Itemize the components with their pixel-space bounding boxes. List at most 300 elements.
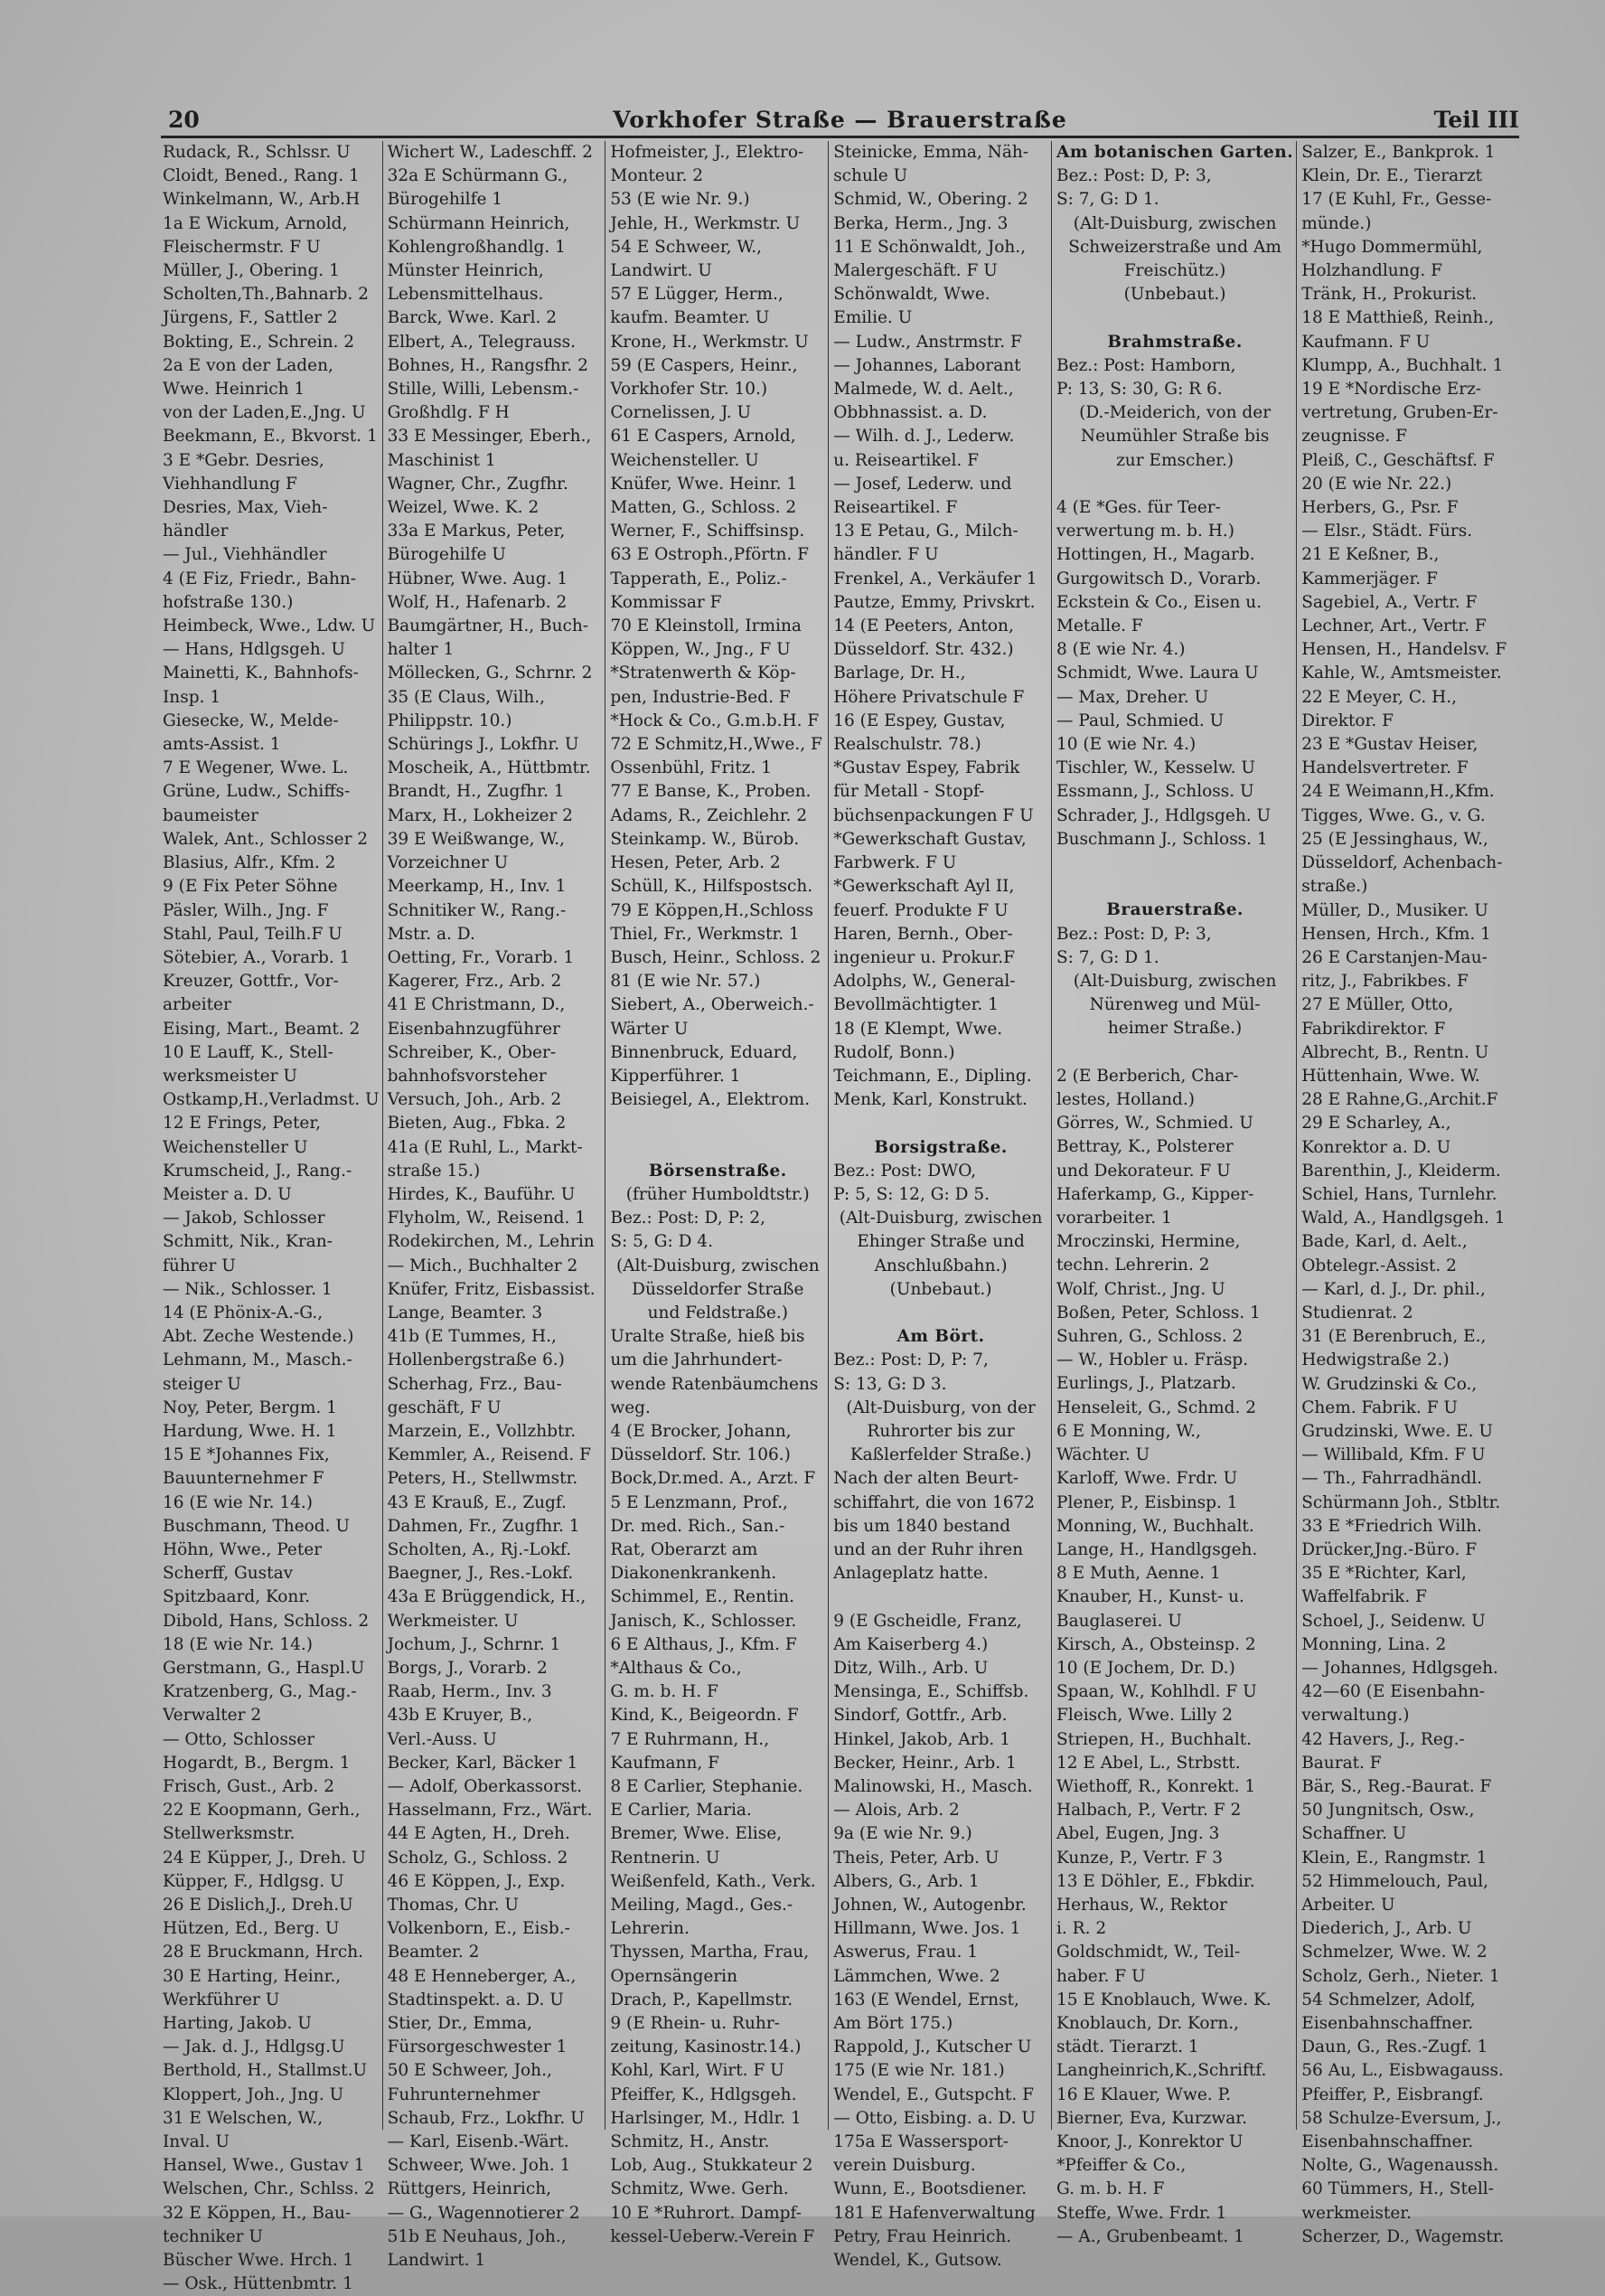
directory-entry: 19 E *Nordische Erz- (1301, 380, 1482, 400)
directory-entry: Halbach, P., Vertr. F 2 (1056, 1801, 1242, 1821)
directory-entry: Handelsvertreter. F (1301, 758, 1469, 778)
page-title: Vorkhofer Straße — Brauerstraße (613, 107, 1067, 133)
directory-entry: Tigges, Wwe. G., v. G. (1301, 805, 1486, 825)
directory-entry: Hensen, H., Handelsv. F (1301, 640, 1507, 660)
directory-entry: werksmeister U (163, 1066, 297, 1086)
directory-entry: Realschulstr. 78.) (833, 735, 981, 755)
directory-entry: 8 E Carlier, Stephanie. (610, 1776, 803, 1796)
directory-entry: schiffahrt, die von 1672 (833, 1492, 1036, 1512)
directory-entry: geschäft, F U (387, 1397, 502, 1417)
directory-entry: Hofmeister, J., Elektro- (610, 143, 804, 162)
directory-entry: Klumpp, A., Buchhalt. 1 (1301, 355, 1504, 375)
street-heading: Brahmstraße. (1107, 332, 1243, 352)
directory-entry: Hinkel, Jakob, Arb. 1 (833, 1729, 1010, 1749)
directory-entry: Wiethoff, R., Konrekt. 1 (1056, 1776, 1256, 1796)
directory-entry: 57 E Lügger, Herm., (610, 285, 784, 305)
directory-entry: Aswerus, Frau. 1 (833, 1943, 978, 1962)
directory-entry: Heimbeck, Wwe., Ldw. U (163, 616, 376, 636)
directory-entry: Jehle, H., Werkmstr. U (610, 213, 801, 233)
directory-entry: Wald, A., Handlgsgeh. 1 (1301, 1209, 1506, 1228)
directory-entry: Hüttenhain, Wwe. W. (1301, 1066, 1480, 1086)
directory-entry: Vorkhofer Str. 10.) (610, 380, 768, 400)
directory-entry: S: 5, G: D 4. (610, 1232, 713, 1252)
directory-entry: Verl.-Auss. U (387, 1729, 497, 1749)
directory-entry: Mensinga, E., Schiffsb. (833, 1682, 1029, 1702)
directory-entry: Möllecken, G., Schrnr. 2 (387, 663, 593, 683)
directory-entry: händler. F U (833, 545, 939, 565)
directory-entry: Scherzer, D., Wagemstr. (1301, 2226, 1505, 2246)
directory-column-5 (1051, 141, 1296, 2246)
directory-entry: Bürogehilfe U (387, 545, 506, 565)
directory-entry: Scholten,Th.,Bahnarb. 2 (163, 285, 369, 305)
directory-entry: Wagner, Chr., Zugfhr. (387, 474, 568, 494)
directory-entry: Grudzinski, Wwe. E. U (1301, 1421, 1493, 1441)
directory-entry: Jürgens, F., Sattler 2 (163, 308, 338, 328)
directory-entry: — G., Wagennotierer 2 (387, 2203, 580, 2223)
directory-entry: Knüfer, Fritz, Eisbassist. (387, 1279, 596, 1299)
directory-entry: Bürogehilfe 1 (387, 190, 503, 210)
directory-entry: Winkelmann, W., Arb.H (163, 190, 361, 210)
directory-entry: Schönwaldt, Wwe. (833, 285, 990, 305)
directory-entry: 46 E Köppen, J., Exp. (387, 1871, 566, 1891)
directory-entry: 2 (E Berberich, Char- (1056, 1066, 1239, 1086)
directory-entry: — Adolf, Oberkassorst. (387, 1777, 582, 1797)
directory-entry: Scholz, Gerh., Nieter. 1 (1301, 1966, 1500, 1986)
directory-entry: Pleiß, C., Geschäftsf. F (1301, 450, 1495, 470)
directory-entry: Bez.: Post: D, P: 7, (833, 1350, 989, 1370)
directory-entry: — Paul, Schmied. U (1056, 710, 1225, 730)
directory-entry: 7 E Wegener, Wwe. L. (163, 758, 349, 778)
directory-entry: — W., Hobler u. Fräsp. (1056, 1350, 1249, 1370)
directory-entry: u. Reiseartikel. F (833, 450, 979, 470)
directory-entry: Suhren, G., Schloss. 2 (1056, 1327, 1244, 1347)
directory-entry: — Jak. d. J., Hdlgsg.U (163, 2037, 345, 2057)
directory-entry: 175 (E wie Nr. 181.) (833, 2061, 1005, 2081)
directory-entry: Päsler, Wilh., Jng. F (163, 900, 329, 920)
directory-entry: steiger U (163, 1374, 241, 1394)
directory-entry: 33 E Messinger, Eberh., (387, 427, 592, 447)
directory-entry: Weichensteller. U (610, 450, 759, 470)
directory-entry: Teichmann, E., Dipling. (833, 1066, 1032, 1086)
directory-entry: hofstraße 130.) (163, 592, 294, 612)
directory-entry: 59 (E Caspers, Heinr., (610, 355, 798, 375)
directory-entry: straße 15.) (387, 1161, 481, 1181)
directory-entry: 17 (E Kuhl, Fr., Gesse- (1301, 190, 1492, 210)
directory-entry: straße.) (1301, 877, 1368, 897)
directory-entry: Oetting, Fr., Vorarb. 1 (387, 947, 575, 967)
directory-entry: G. m. b. H. F (1056, 2179, 1165, 2199)
directory-entry: — Johannes, Hdlgsgeh. (1301, 1659, 1498, 1678)
directory-entry: Steinkamp. W., Bürob. (610, 829, 800, 849)
directory-entry: Schaffner. U (1301, 1824, 1407, 1844)
directory-entry: 28 E Bruckmann, Hrch. (163, 1943, 364, 1962)
directory-entry: Barck, Wwe. Karl. 2 (387, 308, 558, 328)
directory-entry: Versuch, Joh., Arb. 2 (387, 1090, 562, 1110)
directory-entry: Meerkamp, H., Inv. 1 (387, 877, 567, 897)
directory-entry: und an der Ruhr ihren (833, 1539, 1024, 1559)
directory-entry: 163 (E Wendel, Ernst, (833, 1990, 1019, 2009)
directory-entry: Kahle, W., Amtsmeister. (1301, 663, 1502, 683)
directory-entry: Elbert, A., Telegrauss. (387, 332, 577, 352)
directory-entry: Bez.: Post: D, P: 3, (1056, 924, 1212, 944)
directory-column-1 (161, 141, 382, 2294)
directory-entry: Bez.: Post: DWO, (833, 1161, 977, 1181)
directory-entry: Schiel, Hans, Turnlehr. (1301, 1184, 1497, 1204)
directory-entry: 7 E Ruhrmann, H., (610, 1729, 770, 1749)
directory-entry: Schnitiker W., Rang.- (387, 900, 567, 920)
directory-entry: Stellwerksmstr. (163, 1824, 296, 1844)
directory-entry: Beamter. 2 (387, 1943, 480, 1962)
directory-entry: Münster Heinrich, (387, 261, 544, 281)
directory-entry: 10 E Lauff, K., Stell- (163, 1042, 333, 1062)
directory-column-6 (1296, 141, 1519, 2246)
directory-entry: P: 5, S: 12, G: D 5. (833, 1184, 990, 1204)
directory-entry: 63 E Ostroph.,Pförtn. F (610, 545, 809, 565)
directory-entry: Schürmann Heinrich, (387, 213, 570, 233)
spacer (1056, 1041, 1293, 1065)
directory-entry: Lob, Aug., Stukkateur 2 (610, 2156, 813, 2176)
directory-entry: Rappold, J., Kutscher U (833, 2037, 1032, 2057)
directory-entry: Siebert, A., Oberweich.- (610, 995, 814, 1015)
directory-entry: Nürenweg und Mül- (1089, 995, 1261, 1015)
directory-entry: Desries, Max, Vieh- (163, 498, 328, 518)
directory-entry: 31 E Welschen, W., (163, 2108, 324, 2128)
street-heading: Börsenstraße. (648, 1161, 787, 1181)
directory-entry: Herhaus, W., Rektor (1056, 1895, 1227, 1915)
directory-entry: 9 (E Fix Peter Söhne (163, 877, 338, 897)
directory-entry: Mstr. a. D. (387, 924, 475, 944)
directory-entry: Klein, Dr. E., Tierarzt (1301, 166, 1483, 186)
directory-entry: 24 E Küpper, J., Dreh. U (163, 1848, 366, 1868)
directory-entry: Großhdlg. F H (387, 403, 510, 423)
directory-entry: 16 (E Espey, Gustav, (833, 710, 1006, 730)
directory-entry: Reiseartikel. F (833, 498, 958, 518)
page-number: 20 (168, 107, 200, 133)
directory-column-4 (828, 141, 1051, 2271)
directory-entry: 10 (E Jochem, Dr. D.) (1056, 1658, 1235, 1678)
directory-entry: (Alt-Duisburg, zwischen (839, 1209, 1043, 1228)
directory-entry: Höhere Privatschule F (833, 687, 1025, 707)
directory-entry: Kaufmann. F U (1301, 332, 1431, 352)
directory-entry: Rüttgers, Heinrich, (387, 2179, 551, 2199)
directory-entry: Dahmen, Fr., Zugfhr. 1 (387, 1516, 580, 1536)
directory-entry: Monning, W., Buchhalt. (1056, 1516, 1254, 1536)
directory-entry: Schaub, Frz., Lokfhr. U (387, 2108, 585, 2128)
directory-entry: Spitzbaard, Konr. (163, 1587, 311, 1607)
directory-entry: Hesen, Peter, Arb. 2 (610, 853, 781, 873)
directory-entry: Schmid, W., Obering. 2 (833, 190, 1028, 210)
directory-entry: Henseleit, G., Schmd. 2 (1056, 1397, 1257, 1417)
directory-entry: Studienrat. 2 (1301, 1303, 1413, 1322)
directory-entry: Binnenbruck, Eduard, (610, 1042, 798, 1062)
directory-entry: Monteur. 2 (610, 166, 704, 186)
directory-entry: Fleisch, Wwe. Lilly 2 (1056, 1706, 1233, 1726)
directory-entry: Beisiegel, A., Elektrom. (610, 1090, 811, 1110)
directory-entry: Kunze, P., Vertr. F 3 (1056, 1848, 1223, 1868)
directory-entry: Rudolf, Bonn.) (833, 1042, 955, 1062)
directory-entry: Lämmchen, Wwe. 2 (833, 1966, 1000, 1986)
directory-entry: 56 Au, L., Eisbwagauss. (1301, 2061, 1504, 2081)
directory-entry: *Hugo Dommermühl, (1301, 237, 1483, 257)
directory-entry: Thiel, Fr., Werkmstr. 1 (610, 924, 800, 944)
directory-entry: Monning, Lina. 2 (1301, 1634, 1447, 1654)
directory-entry: techn. Lehrerin. 2 (1056, 1256, 1210, 1275)
directory-entry: Kagerer, Frz., Arb. 2 (387, 972, 562, 992)
directory-entry: Wolf, Christ., Jng. U (1056, 1279, 1225, 1299)
directory-entry: feuerf. Produkte F U (833, 900, 1009, 920)
directory-entry: Thyssen, Martha, Frau, (610, 1943, 810, 1962)
directory-entry: Knüfer, Wwe. Heinr. 1 (610, 474, 798, 494)
directory-entry: Büscher Wwe. Hrch. 1 (163, 2251, 354, 2271)
directory-entry: 58 Schulze-Eversum, J., (1301, 2108, 1502, 2128)
directory-entry: heimer Straße.) (1107, 1019, 1243, 1039)
directory-entry: Obtelegr.-Assist. 2 (1301, 1256, 1457, 1275)
directory-entry: Schmelzer, Wwe. W. 2 (1301, 1943, 1488, 1962)
directory-entry: händler (163, 522, 229, 541)
directory-entry: Lange, H., Handlgsgeh. (1056, 1539, 1258, 1559)
street-heading: Borsigstraße. (874, 1137, 1008, 1157)
directory-entry: Düsseldorf. Str. 106.) (610, 1445, 791, 1465)
directory-entry: Uralte Straße, hieß bis (610, 1327, 805, 1347)
directory-entry: 81 (E wie Nr. 57.) (610, 972, 761, 992)
directory-entry: vertretung, Gruben-Er- (1301, 403, 1498, 423)
directory-entry: Adams, R., Zeichlehr. 2 (610, 805, 808, 825)
directory-entry: Karloff, Wwe. Frdr. U (1056, 1469, 1238, 1489)
directory-entry: Bock,Dr.med. A., Arzt. F (610, 1469, 816, 1489)
directory-entry: — Otto, Schlosser (163, 1729, 315, 1749)
directory-entry: Matten, G., Schloss. 2 (610, 498, 797, 518)
directory-entry: Raab, Herm., Inv. 3 (387, 1682, 552, 1702)
directory-entry: — Willibald, Kfm. F U (1301, 1445, 1486, 1465)
directory-entry: (Unbebaut.) (1123, 285, 1226, 305)
directory-entry: 18 E Matthieß, Reinh., (1301, 308, 1495, 328)
directory-entry: Kammerjäger. F (1301, 569, 1438, 588)
directory-entry: — A., Grubenbeamt. 1 (1056, 2226, 1244, 2246)
directory-entry: Buschmann, Theod. U (163, 1516, 350, 1536)
directory-column-3 (605, 141, 828, 2246)
directory-entry: Giesecke, W., Melde- (163, 710, 339, 730)
directory-entry: Noy, Peter, Bergm. 1 (163, 1397, 337, 1417)
directory-entry: Pautze, Emmy, Privskrt. (833, 592, 1036, 612)
directory-entry: Tränk, H., Prokurist. (1301, 285, 1478, 305)
directory-entry: Stille, Willi, Lebensm.- (387, 380, 579, 400)
street-heading: Am botanischen Garten. (1056, 143, 1294, 162)
spacer (1056, 875, 1293, 899)
directory-entry: 20 (E wie Nr. 22.) (1301, 474, 1452, 494)
street-heading: Am Bört. (896, 1327, 985, 1347)
directory-entry: Knoor, J., Konrektor U (1056, 2131, 1244, 2151)
directory-entry: Arbeiter. U (1301, 1896, 1395, 1915)
directory-entry: *Pfeiffer & Co., (1056, 2156, 1187, 2176)
directory-entry: 29 E Scharley, A., (1301, 1114, 1451, 1134)
directory-entry: Berthold, H., Stallmst.U (163, 2061, 368, 2081)
spacer (1056, 306, 1293, 330)
directory-entry: 12 E Abel, L., Strbstt. (1056, 1753, 1241, 1773)
directory-entry: 3 E *Gebr. Desries, (163, 450, 324, 470)
directory-entry: Waffelfabrik. F (1301, 1587, 1427, 1607)
directory-entry: 43a E Brüggendick, H., (387, 1587, 587, 1607)
directory-entry: Schürmann Joh., Stbltr. (1301, 1492, 1501, 1512)
directory-entry: Moscheik, A., Hüttbmtr. (387, 758, 591, 778)
directory-entry: Schweizerstraße und Am (1068, 237, 1281, 257)
directory-entry: 9 (E Gscheidle, Franz, (833, 1611, 1022, 1631)
directory-entry: Tapperath, E., Poliz.- (610, 569, 787, 588)
directory-entry: Wolf, H., Hafenarb. 2 (387, 592, 568, 612)
directory-entry: Volkenborn, E., Eisb.- (387, 1919, 570, 1939)
directory-entry: 12 E Frings, Peter, (163, 1114, 322, 1134)
directory-entry: Johnen, W., Autogenbr. (833, 1895, 1027, 1915)
directory-entry: 4 (E Fiz, Friedr., Bahn- (163, 569, 357, 588)
directory-entry: Steffe, Wwe. Frdr. 1 (1056, 2203, 1227, 2223)
directory-entry: Bokting, E., Schrein. 2 (163, 332, 355, 352)
directory-entry: 70 E Kleinstoll, Irmina (610, 616, 802, 636)
directory-entry: — Alois, Arb. 2 (833, 1801, 960, 1821)
directory-entry: Jochum, J., Schrnr. 1 (387, 1634, 561, 1654)
directory-entry: halter 1 (387, 640, 455, 660)
directory-entry: 25 (E Jessinghaus, W., (1301, 829, 1488, 849)
directory-entry: Barlage, Dr. H., (833, 663, 966, 683)
directory-entry: Malmede, W. d. Aelt., (833, 380, 1014, 400)
directory-entry: 28 E Rahne,G.,Archit.F (1301, 1090, 1498, 1110)
directory-entry: Hasselmann, Frz., Wärt. (387, 1801, 593, 1821)
directory-entry: und Feldstraße.) (647, 1303, 788, 1322)
directory-entry: Freischütz.) (1123, 261, 1226, 281)
directory-entry: techniker U (163, 2226, 263, 2246)
directory-entry: Werner, F., Schiffsinsp. (610, 522, 805, 541)
directory-entry: Düsseldorf, Achenbach- (1301, 853, 1503, 873)
directory-entry: Bär, S., Reg.-Baurat. F (1301, 1777, 1492, 1797)
directory-entry: 50 Jungnitsch, Osw., (1301, 1801, 1475, 1821)
directory-entry: Bez.: Post: D, P: 3, (1056, 166, 1212, 186)
page-part: Teil III (1433, 107, 1519, 133)
directory-entry: Wärter U (610, 1019, 689, 1039)
directory-entry: Fleischermstr. F U (163, 237, 321, 257)
directory-entry: Hansel, Wwe., Gustav 1 (163, 2156, 365, 2176)
directory-entry: Hottingen, H., Magarb. (1056, 545, 1255, 565)
directory-entry: Hübner, Wwe. Aug. 1 (387, 569, 568, 588)
directory-entry: Beekmann, E., Bkvorst. 1 (163, 427, 378, 447)
directory-entry: Kommissar F (610, 592, 722, 612)
directory-entry: ritz, J., Fabrikbes. F (1301, 972, 1469, 992)
directory-entry: (Alt-Duisburg, zwischen (615, 1256, 820, 1275)
directory-entry: 10 (E wie Nr. 4.) (1056, 735, 1197, 755)
directory-entry: — Mich., Buchhalter 2 (387, 1256, 578, 1275)
directory-entry: arbeiter (163, 995, 231, 1015)
directory-entry: 31 (E Berenbruch, E., (1301, 1327, 1487, 1347)
directory-columns (161, 141, 1519, 2294)
directory-entry: 32a E Schürmann G., (387, 166, 568, 186)
directory-entry: Daun, G., Res.-Zugf. 1 (1301, 2037, 1488, 2057)
directory-entry: (Alt-Duisburg, von der (846, 1397, 1036, 1417)
directory-entry: Schürings J., Lokfhr. U (387, 735, 579, 755)
directory-entry: münde.) (1301, 213, 1372, 233)
directory-entry: Scherff, Gustav (163, 1564, 294, 1584)
directory-entry: — Th., Fahrradhändl. (1301, 1469, 1483, 1489)
directory-entry: 10 E *Ruhrort. Dampf- (610, 2203, 802, 2223)
directory-entry: Viehhandlung F (163, 474, 297, 494)
directory-entry: Farbwerk. F U (833, 853, 957, 873)
directory-entry: Janisch, K., Schlosser. (610, 1611, 797, 1631)
directory-entry: — Josef, Lederw. und (833, 474, 1012, 494)
directory-entry: Hollenbergstraße 6.) (387, 1350, 565, 1370)
directory-entry: i. R. 2 (1056, 1919, 1107, 1939)
directory-entry: Rodekirchen, M., Lehrin (387, 1232, 595, 1252)
directory-entry: 13 E Döhler, E., Fbkdir. (1056, 1871, 1255, 1891)
directory-entry: Knauber, H., Kunst- u. (1056, 1587, 1244, 1607)
directory-entry: Scholten, A., Rj.-Lokf. (387, 1539, 572, 1559)
directory-entry: 60 Tümmers, H., Stell- (1301, 2179, 1494, 2199)
directory-entry: 44 E Agten, H., Dreh. (387, 1824, 570, 1844)
directory-entry: Wichert W., Ladeschff. 2 (387, 143, 593, 162)
header-rule (161, 136, 1519, 138)
directory-entry: 51b E Neuhaus, Joh., (387, 2226, 567, 2246)
directory-entry: Klein, E., Rangmstr. 1 (1301, 1848, 1488, 1868)
directory-entry: S: 7, G: D 1. (1056, 190, 1159, 210)
directory-entry: Insp. 1 (163, 687, 221, 707)
directory-entry: Steinicke, Emma, Näh- (833, 143, 1029, 162)
directory-entry: Baurat. F (1301, 1753, 1382, 1773)
directory-entry: *Gewerkschaft Gustav, (833, 829, 1027, 849)
directory-entry: Lebensmittelhaus. (387, 285, 544, 305)
directory-entry: 42—60 (E Eisenbahn- (1301, 1682, 1485, 1702)
directory-entry: lestes, Holland.) (1056, 1090, 1195, 1110)
directory-entry: Kemmler, A., Reisend. F (387, 1445, 591, 1465)
directory-entry: kaufm. Beamter. U (610, 308, 770, 328)
street-heading: Brauerstraße. (1106, 900, 1244, 920)
directory-entry: 43 E Krauß, E., Zugf. (387, 1492, 567, 1512)
directory-entry: Emilie. U (833, 308, 913, 328)
directory-entry: Schmitt, Nik., Kran- (163, 1232, 333, 1252)
directory-entry: Köppen, W., Jng., F U (610, 640, 791, 660)
directory-entry: Becker, Karl, Bäcker 1 (387, 1753, 578, 1773)
directory-entry: Kipperführer. 1 (610, 1066, 741, 1086)
directory-entry: Ehinger Straße und (857, 1232, 1025, 1252)
directory-entry: Opernsängerin (610, 1966, 737, 1986)
directory-entry: werkmeister. (1301, 2203, 1413, 2223)
directory-entry: S: 13, G: D 3. (833, 1374, 947, 1394)
directory-entry: Hedwigstraße 2.) (1301, 1350, 1450, 1370)
directory-entry: W. Grudzinski & Co., (1301, 1374, 1478, 1394)
directory-entry: Direktor. F (1301, 710, 1394, 730)
directory-entry: 79 E Köppen,H.,Schloss (610, 900, 813, 920)
directory-entry: Sagebiel, A., Vertr. F (1301, 592, 1478, 612)
directory-entry: Malinowski, H., Masch. (833, 1776, 1033, 1796)
directory-entry: Lechner, Art., Vertr. F (1301, 616, 1487, 636)
directory-entry: Busch, Heinr., Schloss. 2 (610, 947, 821, 967)
directory-entry: 35 E *Richter, Karl, (1301, 1564, 1467, 1584)
directory-entry: und Dekorateur. F U (1056, 1161, 1231, 1181)
directory-entry: Spaan, W., Kohlhdl. F U (1056, 1682, 1257, 1702)
directory-entry: — Osk., Hüttenbmtr. 1 (163, 2274, 353, 2294)
directory-entry: Langheinrich,K.,Schriftf. (1056, 2061, 1267, 2081)
directory-entry: zur Emscher.) (1116, 450, 1234, 470)
directory-entry: Kratzenberg, G., Mag.- (163, 1682, 357, 1702)
directory-entry: Weißenfeld, Kath., Verk. (610, 1871, 816, 1891)
directory-entry: 26 E Dislich,J., Dreh.U (163, 1896, 353, 1915)
directory-entry: Stadtinspekt. a. D. U (387, 1990, 564, 2009)
directory-entry: Harting, Jakob. U (163, 2014, 312, 2034)
directory-entry: 50 E Schweer, Joh., (387, 2061, 552, 2081)
directory-entry: 2a E von der Laden, (163, 355, 333, 375)
directory-entry: Kaufmann, F (610, 1753, 719, 1773)
directory-entry: Am Kaiserberg 4.) (833, 1634, 989, 1654)
directory-entry: Fabrikdirektor. F (1301, 1019, 1446, 1039)
directory-entry: Haren, Bernh., Ober- (833, 924, 1013, 944)
directory-entry: Haferkamp, G., Kipper- (1056, 1184, 1254, 1204)
directory-entry: 72 E Schmitz,H.,Wwe., F (610, 735, 822, 755)
directory-entry: 35 (E Claus, Wilh., (387, 687, 546, 707)
directory-entry: wende Ratenbäumchens (610, 1374, 819, 1394)
